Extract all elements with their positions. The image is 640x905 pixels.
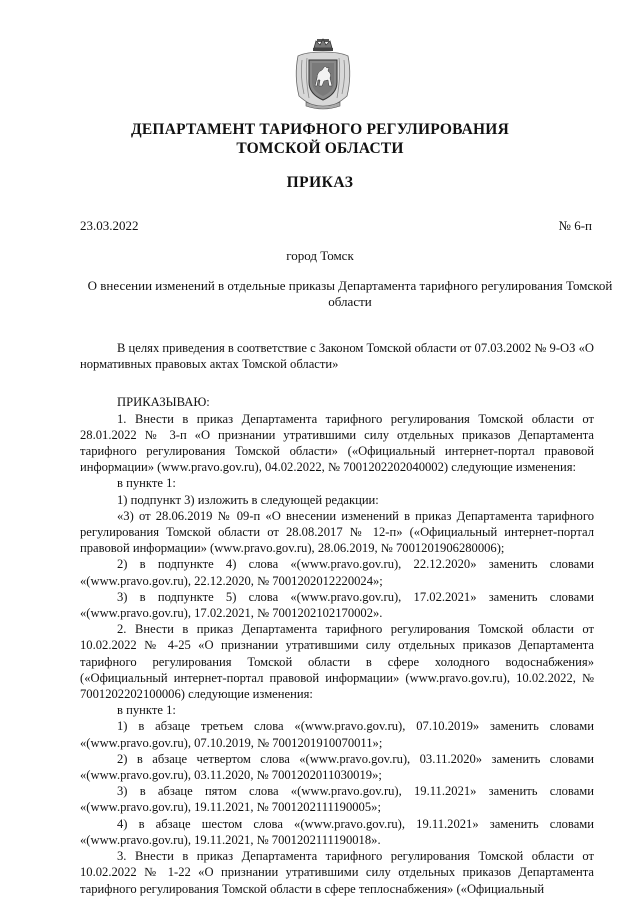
document-date: 23.03.2022 (80, 218, 139, 233)
paragraph-item-2-sub-2: 2) в абзаце четвертом слова «(www.pravo.gov.ru), 03.11.2020» заменить словами «(www.pravo.gov.ru), 03.11.2020, № 7001202011030019»; (80, 751, 594, 783)
paragraph-item-3: 3. Внести в приказ Департамента тарифного регулирования Томской области от 10.02.2022 № 1-22 «О признании утратившими силу отдельных приказов Департамента тарифного регулирования Томской области в сфере теплоснабжения» («Официальный (80, 849, 594, 896)
document-city: город Томск (286, 248, 354, 263)
paragraph-item-1: 1. Внести в приказ Департамента тарифного регулирования Томской области от 28.01.2022 № 3-п «О признании утратившими силу отдельных приказов Департамента тарифного регулирования Томской области» («Официальный интернет-портал правовой информации» (www.pravo.gov.ru), 04.02.2022, № 7001202202040002) следующие изменения: (80, 411, 594, 475)
department-name-line2: ТОМСКОЙ ОБЛАСТИ (236, 140, 404, 157)
paragraph-item-2-sub-4: 4) в абзаце шестом слова «(www.pravo.gov.ru), 19.11.2021» заменить словами «(www.pravo.gov.ru), 19.11.2021, № 7001202111190018». (80, 816, 594, 847)
paragraph-item-2-sub-1: 1) в абзаце третьем слова «(www.pravo.gov.ru), 07.10.2019» заменить словами «(www.pravo.gov.ru), 07.10.2019, № 7001201910070011»; (80, 719, 594, 750)
paragraph-item-2: 2. Внести в приказ Департамента тарифного регулирования Томской области от 10.02.2022 № 4-25 «О признании утратившими силу отдельных приказов Департамента тарифного регулирования Томской области в сфере холодного водоснабжения» («Официальный интернет-портал правовой информации» (www.pravo.gov.ru), 10.02.2022, № 7001202202100006) следующие изменения: (80, 622, 594, 702)
paragraph-item-2-point: в пункте 1: (117, 703, 176, 718)
coat-of-arms-icon (290, 36, 356, 112)
document-body (80, 340, 594, 897)
paragraph-item-1-sub-2: 2) в подпункте 4) слова «(www.pravo.gov.ru), 22.12.2020» заменить словами «(www.pravo.gov.ru), 22.12.2020, № 7001202012220024»; (80, 557, 594, 588)
paragraph-item-1-sub-1-text: «3) от 28.06.2019 № 09-п «О внесении изменений в приказ Департамента тарифного регулирования Томской области от 28.08.2017 № 12-п» («Официальный интернет-портал правовой информации» (www.pravo.gov.ru), 28.06.2019, № 7001201906280006); (80, 508, 594, 556)
document-number: № 6-п (558, 218, 592, 233)
crown-icon (313, 39, 333, 51)
paragraph-preamble: В целях приведения в соответствие с Законом Томской области от 07.03.2002 № 9-ОЗ «О нормативных правовых актах Томской области» (80, 341, 594, 372)
paragraph-order-word: ПРИКАЗЫВАЮ: (117, 395, 210, 410)
department-name-line1: ДЕПАРТАМЕНТ ТАРИФНОГО РЕГУЛИРОВАНИЯ (131, 121, 509, 138)
paragraph-item-2-sub-3: 3) в абзаце пятом слова «(www.pravo.gov.ru), 19.11.2021» заменить словами «(www.pravo.gov.ru), 19.11.2021, № 7001202111190005»; (80, 784, 594, 815)
paragraph-item-1-sub-3: 3) в подпункте 5) слова «(www.pravo.gov.ru), 17.02.2021» заменить словами «(www.pravo.gov.ru), 17.02.2021, № 7001202102170002». (80, 589, 594, 621)
document-subject: О внесении изменений в отдельные приказы Департамента тарифного регулирования Томской области (87, 278, 613, 309)
paragraph-item-1-sub-1: 1) подпункт 3) изложить в следующей редакции: (117, 492, 379, 507)
document-title: ПРИКАЗ (286, 174, 354, 191)
paragraph-item-1-point: в пункте 1: (117, 476, 176, 491)
